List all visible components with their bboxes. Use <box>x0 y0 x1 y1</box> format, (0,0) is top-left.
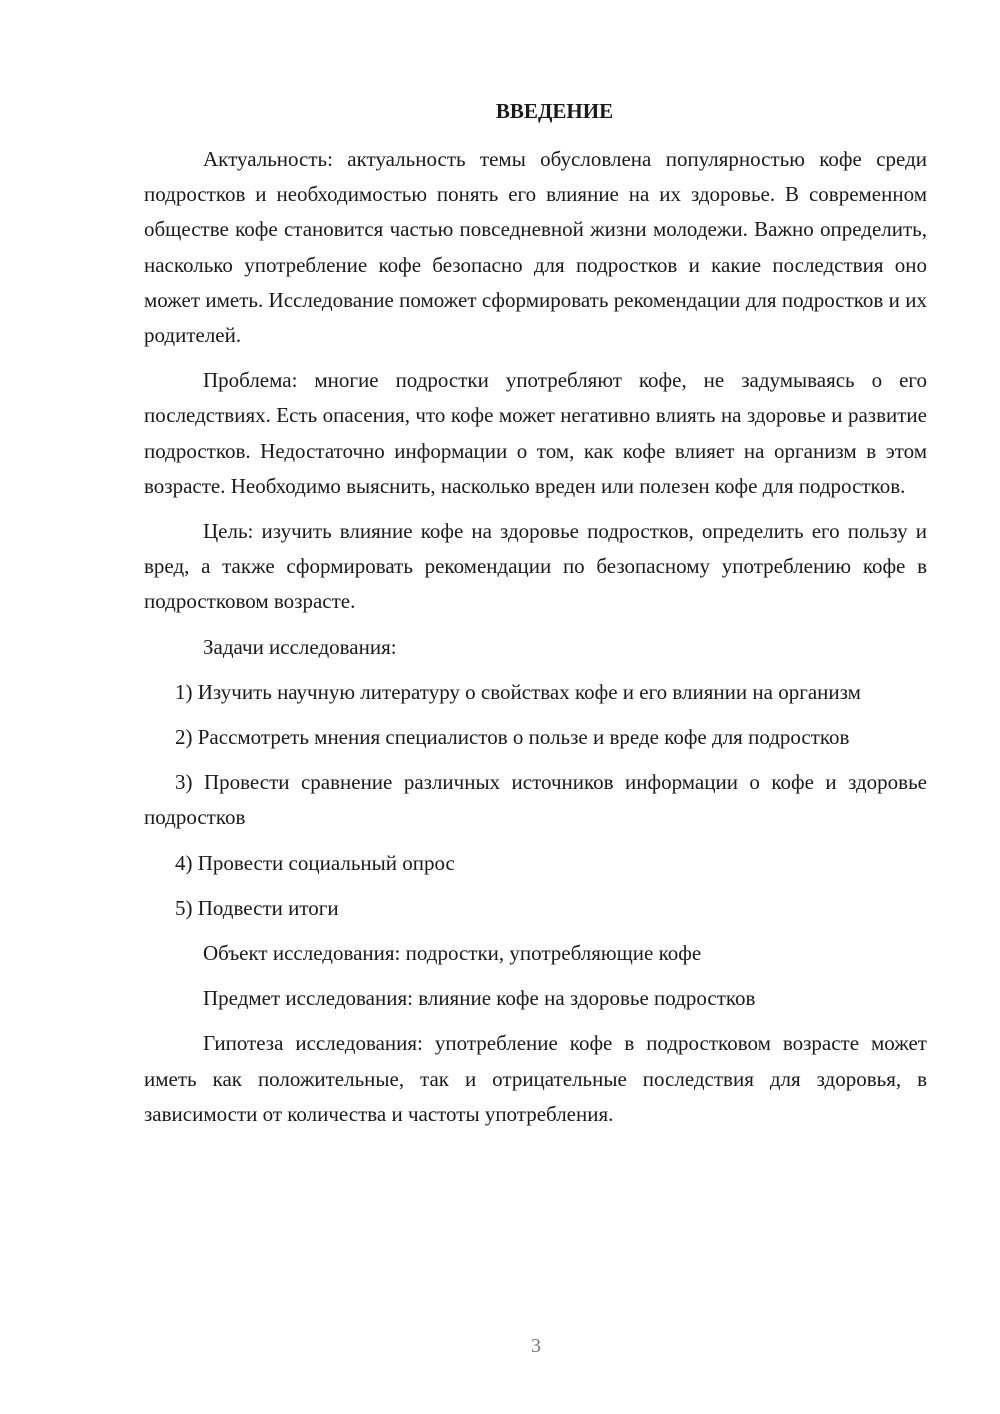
tasks-list <box>144 675 927 926</box>
subject-paragraph: Предмет исследования: влияние кофе на здоровье подростков <box>203 986 756 1011</box>
object-paragraph: Объект исследования: подростки, употребляющие кофе <box>203 941 702 966</box>
relevance-paragraph: Актуальность: актуальность темы обусловлена популярностью кофе среди подростков и необходимостью понять его влияние на их здоровье. В современном обществе кофе становится частью повседневной жизни молодежи. Важно определить, насколько употребление кофе безопасно для подростков и какие последствия оно может иметь. Исследование поможет сформировать рекомендации для подростков и их родителей. <box>144 147 927 348</box>
goal-paragraph: Цель: изучить влияние кофе на здоровье подростков, определить его пользу и вред, а также сформировать рекомендации по безопасному употреблению кофе в подростковом возрасте. <box>144 519 927 614</box>
hypothesis-paragraph: Гипотеза исследования: употребление кофе в подростковом возрасте может иметь как положительные, так и отрицательные последствия для здоровья, в зависимости от количества и частоты употребления. <box>144 1031 927 1126</box>
task-item: 2) Рассмотреть мнения специалистов о пользе и вреде кофе для подростков <box>175 725 850 750</box>
problem-paragraph: Проблема: многие подростки употребляют кофе, не задумываясь о его последствиях. Есть опасения, что кофе может негативно влиять на здоровье и развитие подростков. Недостаточно информации о том, как кофе влияет на организм в этом возрасте. Необходимо выяснить, насколько вреден или полезен кофе для подростков. <box>144 368 927 498</box>
task-item: 4) Провести социальный опрос <box>175 850 455 875</box>
page-number: 3 <box>531 1335 541 1357</box>
page-content <box>144 96 927 1132</box>
tasks-label: Задачи исследования: <box>203 634 397 659</box>
section-heading: ВВЕДЕНИЕ <box>495 99 614 123</box>
task-item: 1) Изучить научную литературу о свойствах кофе и его влиянии на организм <box>175 679 861 704</box>
task-item: 3) Провести сравнение различных источников информации о кофе и здоровье подростков <box>144 770 927 830</box>
task-item: 5) Подвести итоги <box>175 895 339 920</box>
